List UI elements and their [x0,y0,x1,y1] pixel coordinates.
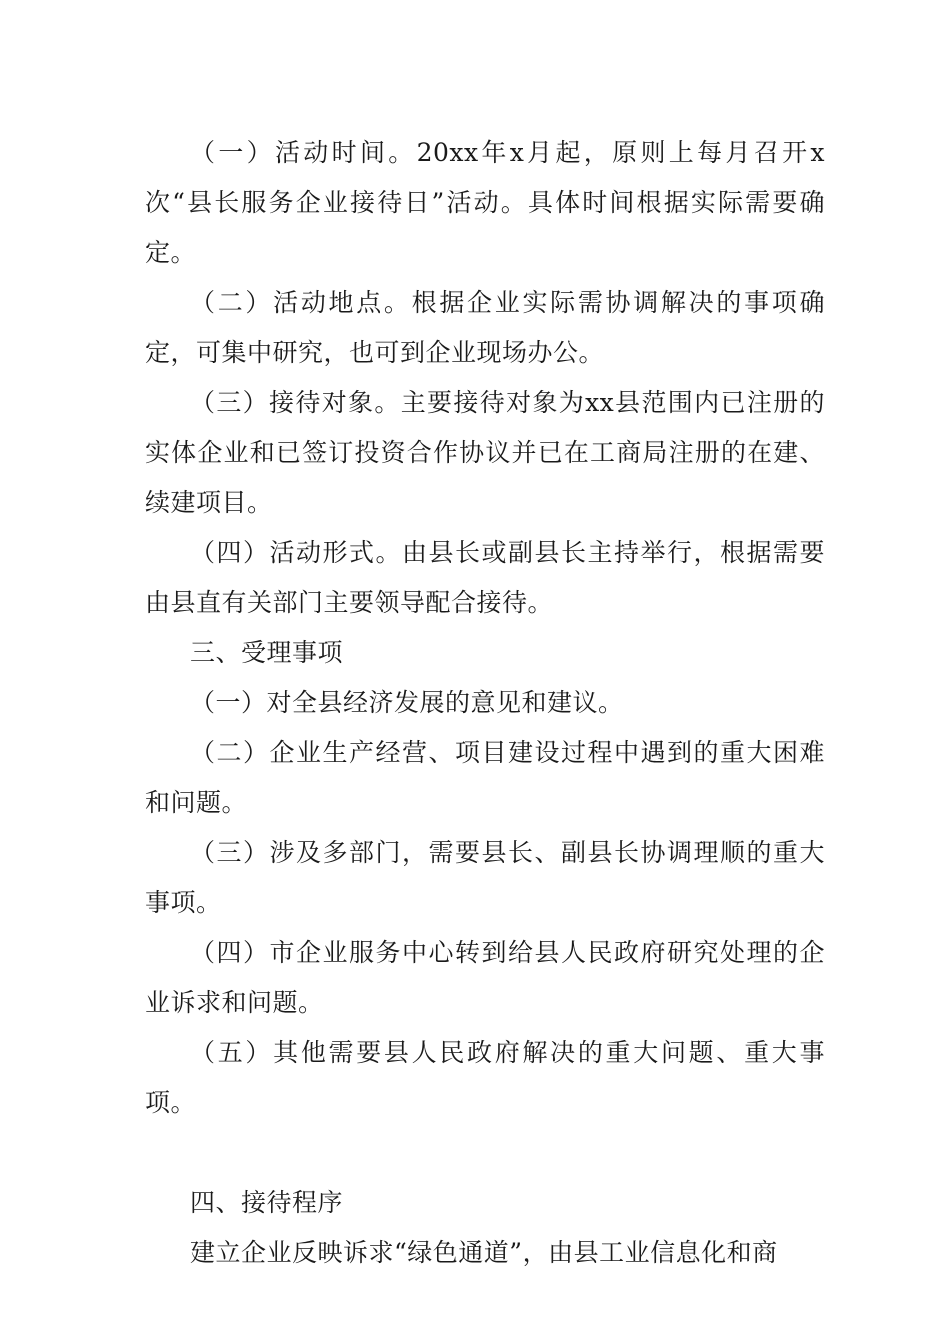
section-heading-accepted-matters: 三、受理事项 [190,638,344,667]
paragraph-matter-1: （一）对全县经济发展的意见和建议。 [190,688,624,717]
section-heading-reception-procedure: 四、接待程序 [190,1188,344,1217]
paragraph-spacer [145,1128,825,1178]
paragraph-activity-time: （一）活动时间。20xx年x月起，原则上每月召开x次“县长服务企业接待日”活动。具体时间根据实际需要确定。 [145,138,825,267]
paragraph-matter-4: （四）市企业服务中心转到给县人民政府研究处理的企业诉求和问题。 [145,938,825,1017]
paragraph-activity-form: （四）活动形式。由县长或副县长主持举行，根据需要由县直有关部门主要领导配合接待。 [145,538,825,617]
paragraph-activity-location: （二）活动地点。根据企业实际需协调解决的事项确定，可集中研究，也可到企业现场办公。 [145,288,825,367]
paragraph-reception-target: （三）接待对象。主要接待对象为xx县范围内已注册的实体企业和已签订投资合作协议并已在工商局注册的在建、续建项目。 [145,388,825,517]
paragraph-matter-3: （三）涉及多部门，需要县长、副县长协调理顺的重大事项。 [145,838,825,917]
paragraph-matter-2: （二）企业生产经营、项目建设过程中遇到的重大困难和问题。 [145,738,825,817]
document-body [145,128,825,1278]
paragraph-matter-5: （五）其他需要县人民政府解决的重大问题、重大事项。 [145,1038,825,1117]
paragraph-green-channel: 建立企业反映诉求“绿色通道”，由县工业信息化和商 [190,1238,778,1267]
